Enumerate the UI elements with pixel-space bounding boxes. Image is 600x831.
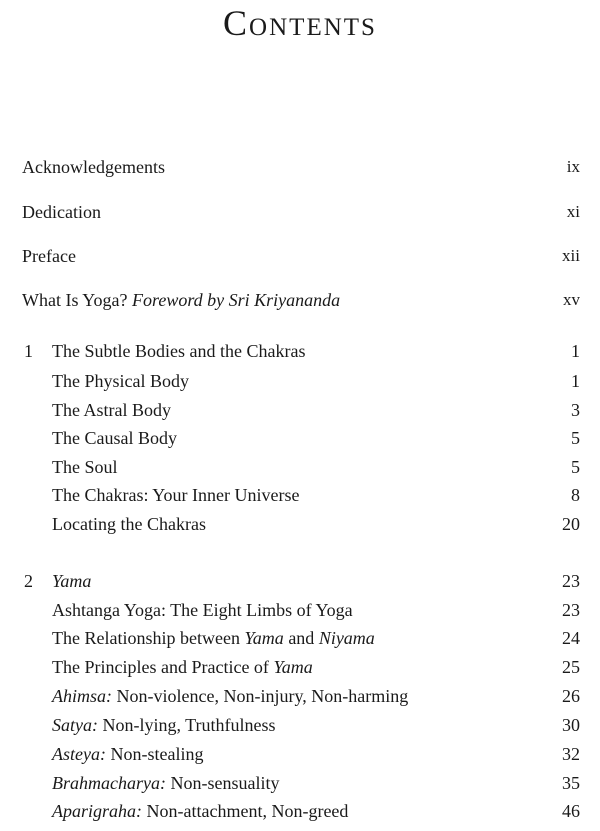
toc-section[interactable] <box>0 454 600 480</box>
toc-label <box>52 712 276 738</box>
toc-label: Ashtanga Yoga: The Eight Limbs of Yoga <box>52 600 353 620</box>
toc-label-text: The Principles and Practice of <box>52 657 274 677</box>
toc-section[interactable] <box>0 741 600 767</box>
toc-page: 32 <box>562 744 580 764</box>
toc-entry-acknowledgements[interactable] <box>0 154 600 180</box>
toc-page: 30 <box>562 715 580 735</box>
toc-label-italic: Foreword by Sri Kriyananda <box>132 290 341 310</box>
toc-page: 24 <box>562 628 580 648</box>
toc-section[interactable] <box>0 625 600 651</box>
toc-label <box>52 625 375 651</box>
toc-page: 1 <box>571 341 580 361</box>
toc-page: xi <box>566 202 580 221</box>
toc-label: Dedication <box>22 202 101 222</box>
toc-label-italic: Yama <box>244 628 284 648</box>
page-title: Contents <box>223 3 377 43</box>
toc-section[interactable] <box>0 798 600 824</box>
toc-label <box>52 654 313 680</box>
toc-page: xv <box>563 290 580 309</box>
toc-label-italic: Yama <box>273 657 313 677</box>
chapter-number: 1 <box>24 341 33 361</box>
toc-label-text: Non-sensuality <box>165 773 280 793</box>
toc-label-text: Non-lying, Truthfulness <box>97 715 276 735</box>
toc-label-text: and <box>283 628 319 648</box>
toc-label: Acknowledgements <box>22 157 165 177</box>
toc-section[interactable] <box>0 397 600 423</box>
toc-label: The Physical Body <box>52 371 189 391</box>
toc-page: 20 <box>562 514 580 534</box>
toc-section[interactable] <box>0 770 600 796</box>
toc-term: Aparigraha: <box>52 801 142 821</box>
toc-section[interactable] <box>0 683 600 709</box>
toc-chapter-2[interactable] <box>0 568 600 594</box>
toc-page: 25 <box>562 657 580 677</box>
toc-label <box>52 798 348 824</box>
toc-label: The Causal Body <box>52 428 177 448</box>
toc-section[interactable] <box>0 425 600 451</box>
toc-section[interactable] <box>0 712 600 738</box>
toc-label-italic: Niyama <box>318 628 375 648</box>
toc-label <box>52 770 279 796</box>
toc-page: 23 <box>562 571 580 591</box>
toc-label <box>52 741 203 767</box>
toc-label: Locating the Chakras <box>52 514 206 534</box>
toc-page: ix <box>566 157 580 176</box>
toc-label-text: Non-attachment, Non-greed <box>142 801 349 821</box>
toc-label <box>22 287 340 313</box>
toc-page: 46 <box>562 801 580 821</box>
toc-page: 26 <box>562 686 580 706</box>
toc-entry-what-is-yoga[interactable] <box>0 287 600 313</box>
toc-term: Satya: <box>52 715 98 735</box>
toc-chapter-1[interactable] <box>0 338 600 364</box>
toc-label-main: What Is Yoga? <box>22 290 128 310</box>
toc-section[interactable] <box>0 511 600 537</box>
toc-entry-dedication[interactable] <box>0 199 600 225</box>
toc-page: 5 <box>571 428 580 448</box>
toc-page: 5 <box>571 457 580 477</box>
toc-page: xii <box>562 246 580 265</box>
toc-section[interactable] <box>0 597 600 623</box>
toc-term: Ahimsa: <box>52 686 112 706</box>
toc-label: The Soul <box>52 457 118 477</box>
toc-page: 1 <box>571 371 580 391</box>
toc-label-text: Non-violence, Non-injury, Non-harming <box>112 686 409 706</box>
toc-page: 35 <box>562 773 580 793</box>
toc-page: 8 <box>571 485 580 505</box>
toc-page: 23 <box>562 600 580 620</box>
toc-label: Preface <box>22 246 76 266</box>
toc-label: The Chakras: Your Inner Universe <box>52 485 300 505</box>
toc-section[interactable] <box>0 654 600 680</box>
chapter-title: The Subtle Bodies and the Chakras <box>52 341 306 361</box>
toc-label <box>52 683 408 709</box>
toc-term: Asteya: <box>52 744 106 764</box>
toc-page: 3 <box>571 400 580 420</box>
chapter-number: 2 <box>24 571 33 591</box>
toc-label-text: Non-stealing <box>105 744 204 764</box>
toc-term: Brahmacharya: <box>52 773 166 793</box>
chapter-title: Yama <box>52 571 92 591</box>
toc-entry-preface[interactable] <box>0 243 600 269</box>
toc-label: The Astral Body <box>52 400 171 420</box>
toc-label-text: The Relationship between <box>52 628 245 648</box>
toc-section[interactable] <box>0 482 600 508</box>
toc-section[interactable] <box>0 368 600 394</box>
